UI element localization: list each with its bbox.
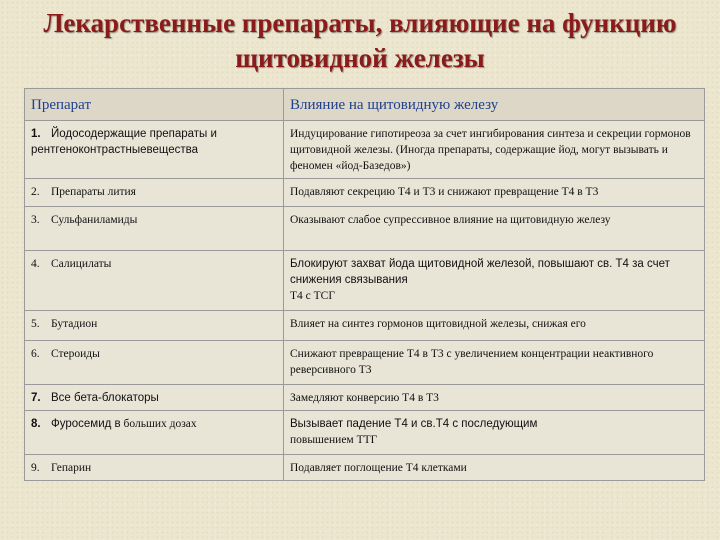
table-row — [25, 385, 705, 411]
drug-cell — [25, 385, 284, 411]
effect-cell — [284, 121, 705, 179]
header-cell-effect — [284, 89, 705, 121]
row-number: 7. — [31, 392, 41, 404]
table-row — [25, 121, 705, 179]
row-number: 6. — [31, 348, 40, 360]
drug-name: Все бета-блокаторы — [51, 392, 159, 404]
effect-text: Подавляет поглощение Т4 клетками — [290, 462, 467, 474]
drug-name: Салицилаты — [51, 258, 112, 270]
effect-text: Подавляют секрецию Т4 и Т3 и снижают превращение Т4 в Т3 — [290, 186, 599, 198]
drug-name: Сульфаниламиды — [51, 214, 138, 226]
effect-text-continued: повышением ТТГ — [290, 434, 378, 446]
effect-cell — [284, 385, 705, 411]
effect-cell — [284, 311, 705, 341]
header-drug-label: Препарат — [31, 96, 91, 113]
effect-text: Вызывает падение Т4 и св.Т4 с последующим — [290, 418, 538, 430]
drug-name: Йодосодержащие препараты и рентгеноконтрастныевещества — [31, 128, 217, 156]
effect-text: Снижают превращение Т4 в Т3 с увеличением концентрации неактивного реверсивного Т3 — [290, 348, 654, 376]
table-row — [25, 311, 705, 341]
effect-cell — [284, 179, 705, 207]
row-number: 9. — [31, 462, 40, 474]
row-number: 1. — [31, 128, 41, 140]
effect-text-continued: Т4 с ТСГ — [290, 290, 335, 302]
effect-cell — [284, 251, 705, 311]
row-number: 3. — [31, 214, 40, 226]
table-row — [25, 179, 705, 207]
drug-effects-table — [24, 88, 705, 481]
table-row — [25, 411, 705, 455]
effect-cell — [284, 341, 705, 385]
effect-cell — [284, 455, 705, 481]
effect-cell — [284, 411, 705, 455]
title-line-2: щитовидной железы — [235, 43, 485, 73]
table-row — [25, 207, 705, 251]
header-cell-drug — [25, 89, 284, 121]
title-line-1: Лекарственные препараты, влияющие на функцию — [43, 8, 677, 38]
effect-text: Влияет на синтез гормонов щитовидной железы, снижая его — [290, 318, 586, 330]
drug-cell — [25, 311, 284, 341]
row-number: 5. — [31, 318, 40, 330]
table-row — [25, 251, 705, 311]
drug-cell — [25, 251, 284, 311]
effect-text: Оказывают слабое супрессивное влияние на щитовидную железу — [290, 214, 611, 226]
row-number: 2. — [31, 186, 40, 198]
row-number: 8. — [31, 418, 41, 430]
drug-name: Препараты лития — [51, 186, 136, 198]
drug-name: Гепарин — [51, 462, 92, 474]
table-row — [25, 341, 705, 385]
effect-text: Индуцирование гипотиреоза за счет ингибирования синтеза и секреции гормонов щитовидной железы. (Иногда препараты, содержащие йод, могут вызывать и феномен «йод-Базедов») — [290, 128, 691, 172]
effect-cell — [284, 207, 705, 251]
drug-cell — [25, 207, 284, 251]
effect-text: Блокируют захват йода щитовидной железой, повышают св. Т4 за счет снижения связывания — [290, 258, 670, 286]
row-number: 4. — [31, 258, 40, 270]
drug-cell — [25, 121, 284, 179]
table-header-row — [25, 89, 705, 121]
drug-name: Фуросемид в — [51, 418, 121, 430]
page-title — [0, 6, 720, 76]
drug-cell — [25, 179, 284, 207]
drug-name-continued: больших дозах — [123, 418, 197, 430]
effect-text: Замедляют конверсию Т4 в Т3 — [290, 392, 439, 404]
drug-name: Бутадион — [51, 318, 98, 330]
drug-name: Стероиды — [51, 348, 100, 360]
drug-cell — [25, 411, 284, 455]
drug-cell — [25, 455, 284, 481]
drug-cell — [25, 341, 284, 385]
header-effect-label: Влияние на щитовидную железу — [290, 96, 499, 113]
table-row — [25, 455, 705, 481]
